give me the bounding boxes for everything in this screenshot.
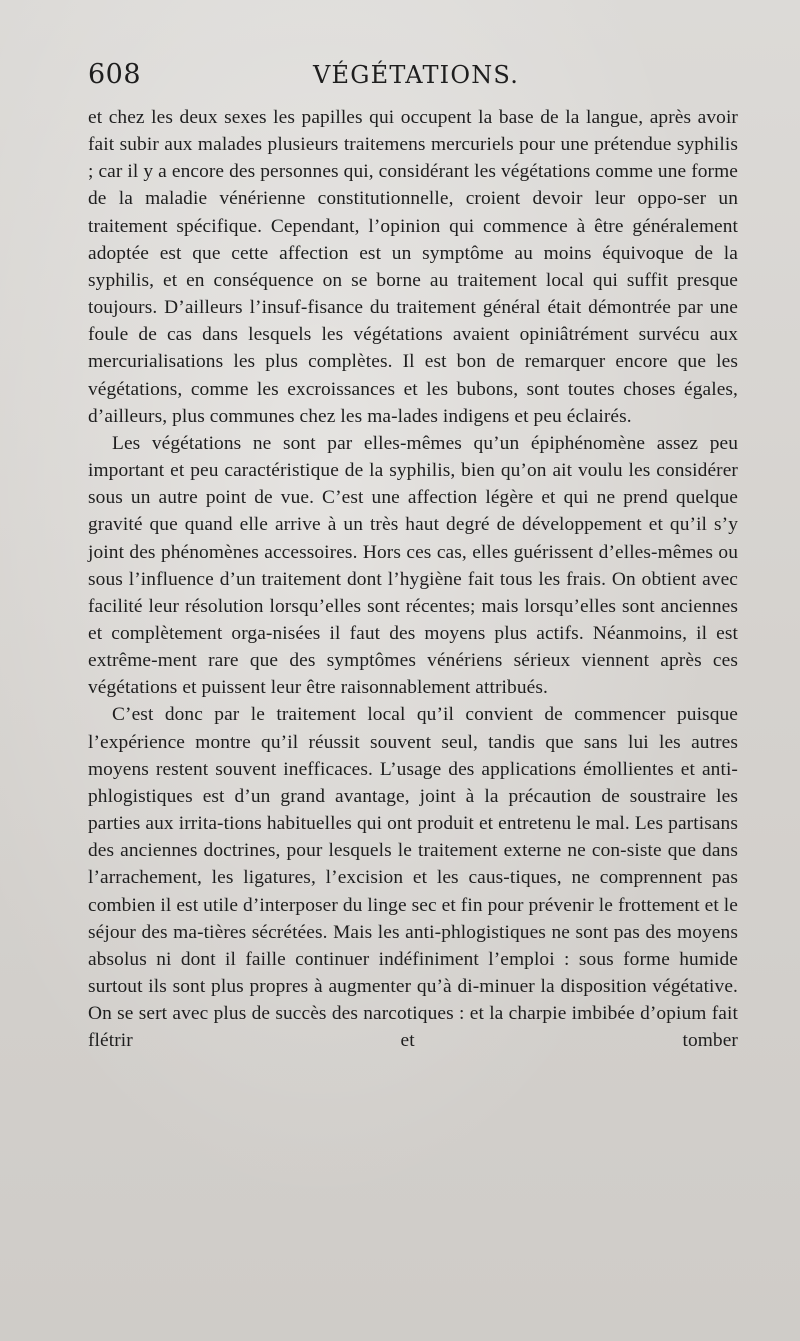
page-number: 608	[88, 59, 142, 90]
body-text	[88, 104, 738, 1054]
running-title: VÉGÉTATIONS.	[313, 61, 520, 89]
paragraph-continued: et chez les deux sexes les papilles qui occupent la base de la langue, après avoir fait subir aux malades plusieurs traitemens mercuriels pour une prétendue syphilis ; car il y a encore des personnes qui, considérant les végétations comme une forme de la maladie vénérienne constitutionnelle, croient devoir leur oppo-ser un traitement spécifique. Cependant, l’opinion qui commence à être généralement adoptée est que cette affection est un symptôme au moins équivoque de la syphilis, et en conséquence on se borne au traitement local qui suffit presque toujours. D’ailleurs l’insuf-fisance du traitement général était démontrée par une foule de cas dans lesquels les végétations avaient opiniâtrément survécu aux mercurialisations les plus complètes. Il est bon de remarquer encore que les végétations, comme les excroissances et les bubons, sont toutes choses égales, d’ailleurs, plus communes chez les ma-lades indigens et peu éclairés.	[88, 107, 738, 427]
paragraph: C’est donc par le traitement local qu’il convient de commencer puisque l’expérience montre qu’il réussit souvent seul, tandis que sans lui les autres moyens restent souvent inefficaces. L’usage des applications émollientes et anti-phlogistiques est d’un grand avantage, joint à la précaution de soustraire les parties aux irrita-tions habituelles qui ont produit et entretenu le mal. Les partisans des anciennes doctrines, pour lesquels le traitement externe ne con-siste que dans l’arrachement, les ligatures, l’excision et les caus-tiques, ne comprennent pas combien il est utile d’interposer du linge sec et fin pour prévenir le frottement et le séjour des ma-tières sécrétées. Mais les anti-phlogistiques ne sont pas des moyens absolus ni dont il faille continuer indéfiniment l’emploi : sous forme humide surtout ils sont plus propres à augmenter qu’à di-minuer la disposition végétative. On se sert avec plus de succès des narcotiques : et la charpie imbibée d’opium fait flétrir et tomber	[88, 704, 738, 1052]
paragraph: Les végétations ne sont par elles-mêmes qu’un épiphénomène assez peu important et peu caractéristique de la syphilis, bien qu’on ait voulu les considérer sous un autre point de vue. C’est une affection légère et qui ne prend quelque gravité que quand elle arrive à un très haut degré de développement et qu’il s’y joint des phénomènes accessoires. Hors ces cas, elles guérissent d’elles-mêmes ou sous l’influence d’un traitement dont l’hygiène fait tous les frais. On obtient avec facilité leur résolution lorsqu’elles sont récentes; mais lorsqu’elles sont anciennes et complètement orga-nisées il faut des moyens plus actifs. Néanmoins, il est extrême-ment rare que des symptômes vénériens sérieux viennent après ces végétations et puissent leur être raisonnablement attribués.	[88, 432, 738, 699]
running-head	[88, 58, 738, 92]
